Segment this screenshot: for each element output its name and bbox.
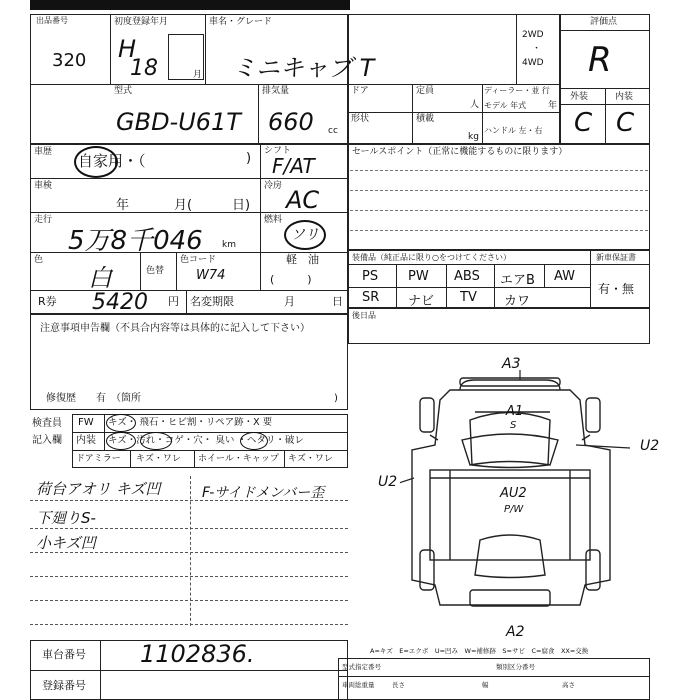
diag-a3: A3 xyxy=(502,356,521,372)
checker-mirror-items: キズ・ワレ xyxy=(136,454,181,464)
bottom-height: 高さ xyxy=(562,681,575,689)
shift-label: シフト xyxy=(264,146,292,156)
equip-abs: ABS xyxy=(454,269,480,284)
later-box xyxy=(348,308,650,344)
lot-label: 出品番号 xyxy=(36,16,68,25)
diag-u2-right: U2 xyxy=(640,438,660,454)
drive-dot: ・ xyxy=(532,44,542,54)
shape-label: 形状 xyxy=(351,114,370,124)
fuel-value: ソリ xyxy=(291,227,319,243)
fuel-label: 燃料 xyxy=(264,215,283,225)
displacement-label: 排気量 xyxy=(262,86,290,96)
checker-fw-items: キズ・ 飛石・ヒビ割・リペア跡・X 要 xyxy=(108,417,273,428)
color-label: 色 xyxy=(34,255,44,265)
legend: A=キズ E=エクボ U=凹み W=補修跡 S=サビ C=腐食 XX=交換 xyxy=(370,647,589,655)
color-code-value: W74 xyxy=(196,268,226,283)
checker-fw: FW xyxy=(78,417,94,428)
first-reg-era: H xyxy=(118,35,137,63)
checker-int-items: キズ・汚れ・コゲ・穴・ 臭い ・ヘタリ・破レ xyxy=(108,435,304,446)
equip-navi: ナビ xyxy=(408,294,435,309)
usage-value: 自家用・（ xyxy=(78,152,146,170)
dealer-label: ディーラー・並 行 xyxy=(484,86,550,95)
equip-airbag: エアB xyxy=(500,273,535,288)
checker-label-1: 検査員 xyxy=(32,418,62,429)
inspection-label: 車検 xyxy=(34,181,53,191)
load-unit: kg xyxy=(468,132,479,142)
chassis-label: 車台番号 xyxy=(42,648,86,661)
recycle-day: 日 xyxy=(332,295,343,308)
checker-wheel: ホイール・キャップ xyxy=(198,454,279,464)
spec-bottom-box xyxy=(338,658,650,700)
first-reg-label: 初度登録年月 xyxy=(114,17,169,27)
equipment-warranty-label: 新車保証書 xyxy=(596,253,636,262)
usage-close: ) xyxy=(246,151,252,166)
diag-a2: A2 xyxy=(506,624,525,640)
diag-u2-left: U2 xyxy=(378,474,398,490)
chassis-value: 1102836. xyxy=(140,640,255,668)
load-label: 積載 xyxy=(416,114,435,124)
checker-wheel-items: キズ・ワレ xyxy=(288,454,333,464)
lot-number: 320 xyxy=(52,50,87,71)
capacity-label: 定員 xyxy=(416,86,435,96)
bottom-weight: 車両総重量 xyxy=(342,681,375,689)
equip-leather: カワ xyxy=(504,294,531,309)
bottom-category: 類別区分番号 xyxy=(496,663,535,671)
registration-label: 登録番号 xyxy=(42,679,86,692)
displacement-value: 660 xyxy=(268,108,314,136)
inspection-day-unit: 日) xyxy=(232,198,251,213)
diag-a1-sub: S xyxy=(510,420,517,431)
later-label: 後日品 xyxy=(352,311,376,320)
displacement-unit: cc xyxy=(328,126,338,136)
notes-label: 注意事項申告欄（不具合内容等は具体的に記入して下さい） xyxy=(40,323,310,334)
color-code-label: 色コード xyxy=(180,255,217,265)
color-value: 白 xyxy=(88,264,112,292)
diag-au2-sub: P/W xyxy=(504,504,524,515)
note-line-2: 下廻りS- xyxy=(36,509,96,527)
sales-box xyxy=(348,144,650,250)
int-stain-circle xyxy=(140,432,172,450)
handle-label: ハンドル 左・右 xyxy=(484,126,543,135)
equip-pw: PW xyxy=(408,269,429,284)
shift-value: F/AT xyxy=(272,154,315,178)
door-label: ドア xyxy=(351,86,369,96)
grade-ext-value: C xyxy=(574,108,593,138)
int-smell-circle xyxy=(240,432,268,450)
recycle-month: 月 xyxy=(284,295,295,308)
diag-au2: AU2 xyxy=(500,486,527,501)
note-right-1: F-サイドメンバー歪 xyxy=(202,485,325,501)
equip-aw: AW xyxy=(554,269,576,284)
note-line-1: 荷台アオリ キズ凹 xyxy=(36,480,161,498)
fuel-paren: ( ) xyxy=(270,273,312,286)
equipment-label: 装備品（純正品に限り○をつけてください） xyxy=(352,253,511,262)
equip-tv: TV xyxy=(460,290,477,305)
recycle-label: R券 xyxy=(38,295,57,308)
type-label: 型式 xyxy=(114,86,133,96)
bottom-width: 幅 xyxy=(482,681,489,689)
model-label: 車名・グレード xyxy=(209,17,273,27)
usage-label: 車歴 xyxy=(34,147,53,157)
checker-label-2: 記入欄 xyxy=(32,435,62,446)
color-change-label: 色替 xyxy=(146,266,165,276)
vehicle-diagram xyxy=(400,350,700,640)
aircon-label: 冷房 xyxy=(264,181,283,191)
repair-close: ) xyxy=(334,393,338,404)
drive-2wd: 2WD xyxy=(522,30,544,40)
equip-warranty: 有・無 xyxy=(598,282,635,296)
inspection-month-unit: 月( xyxy=(174,198,193,213)
recycle-term-label: 名変期限 xyxy=(190,295,234,308)
recycle-unit: 円 xyxy=(168,295,179,308)
bottom-type-designation: 型式指定番号 xyxy=(342,663,381,671)
equip-sr: SR xyxy=(362,290,380,305)
recycle-value: 5420 xyxy=(92,290,148,315)
grade-ext-label: 外装 xyxy=(570,92,589,102)
model-year-unit: 年 xyxy=(548,101,558,111)
grade-label: 評価点 xyxy=(590,17,618,27)
first-reg-month-unit: 月 xyxy=(193,70,203,80)
mileage-unit: km xyxy=(222,240,236,250)
fuel-diesel: 軽 油 xyxy=(286,253,319,266)
int-scratch-circle xyxy=(106,432,136,450)
sales-point-label: セールスポイント（正常に機能するものに限ります） xyxy=(352,147,568,157)
usage-circle xyxy=(74,146,118,178)
first-reg-year: 18 xyxy=(130,56,158,81)
model-value: ミニキャブ T xyxy=(232,54,375,82)
grade-int-value: C xyxy=(616,108,635,138)
repair-label: 修復歴 有 （箇所 xyxy=(46,393,141,404)
mileage-label: 走行 xyxy=(34,215,53,225)
bottom-length: 長さ xyxy=(392,681,405,689)
mileage-value: 5万8千046 xyxy=(68,226,203,256)
diag-a1: A1 xyxy=(506,404,524,419)
inspection-year-unit: 年 xyxy=(116,198,130,213)
grade-int-label: 内装 xyxy=(615,92,634,102)
aircon-value: AC xyxy=(286,186,320,214)
type-value: GBD-U61T xyxy=(116,108,241,136)
checker-int: 内装 xyxy=(76,435,96,446)
model-year-label: モデル 年式 xyxy=(484,101,527,110)
capacity-unit: 人 xyxy=(470,100,480,110)
drive-4wd: 4WD xyxy=(522,58,544,68)
grade-value: R xyxy=(588,40,612,80)
checker-mirror: ドアミラー xyxy=(76,454,121,464)
equip-ps: PS xyxy=(362,269,379,284)
header-title-bar xyxy=(30,0,350,10)
fw-scratch-circle xyxy=(106,414,136,432)
note-line-3: 小キズ凹 xyxy=(36,534,96,552)
